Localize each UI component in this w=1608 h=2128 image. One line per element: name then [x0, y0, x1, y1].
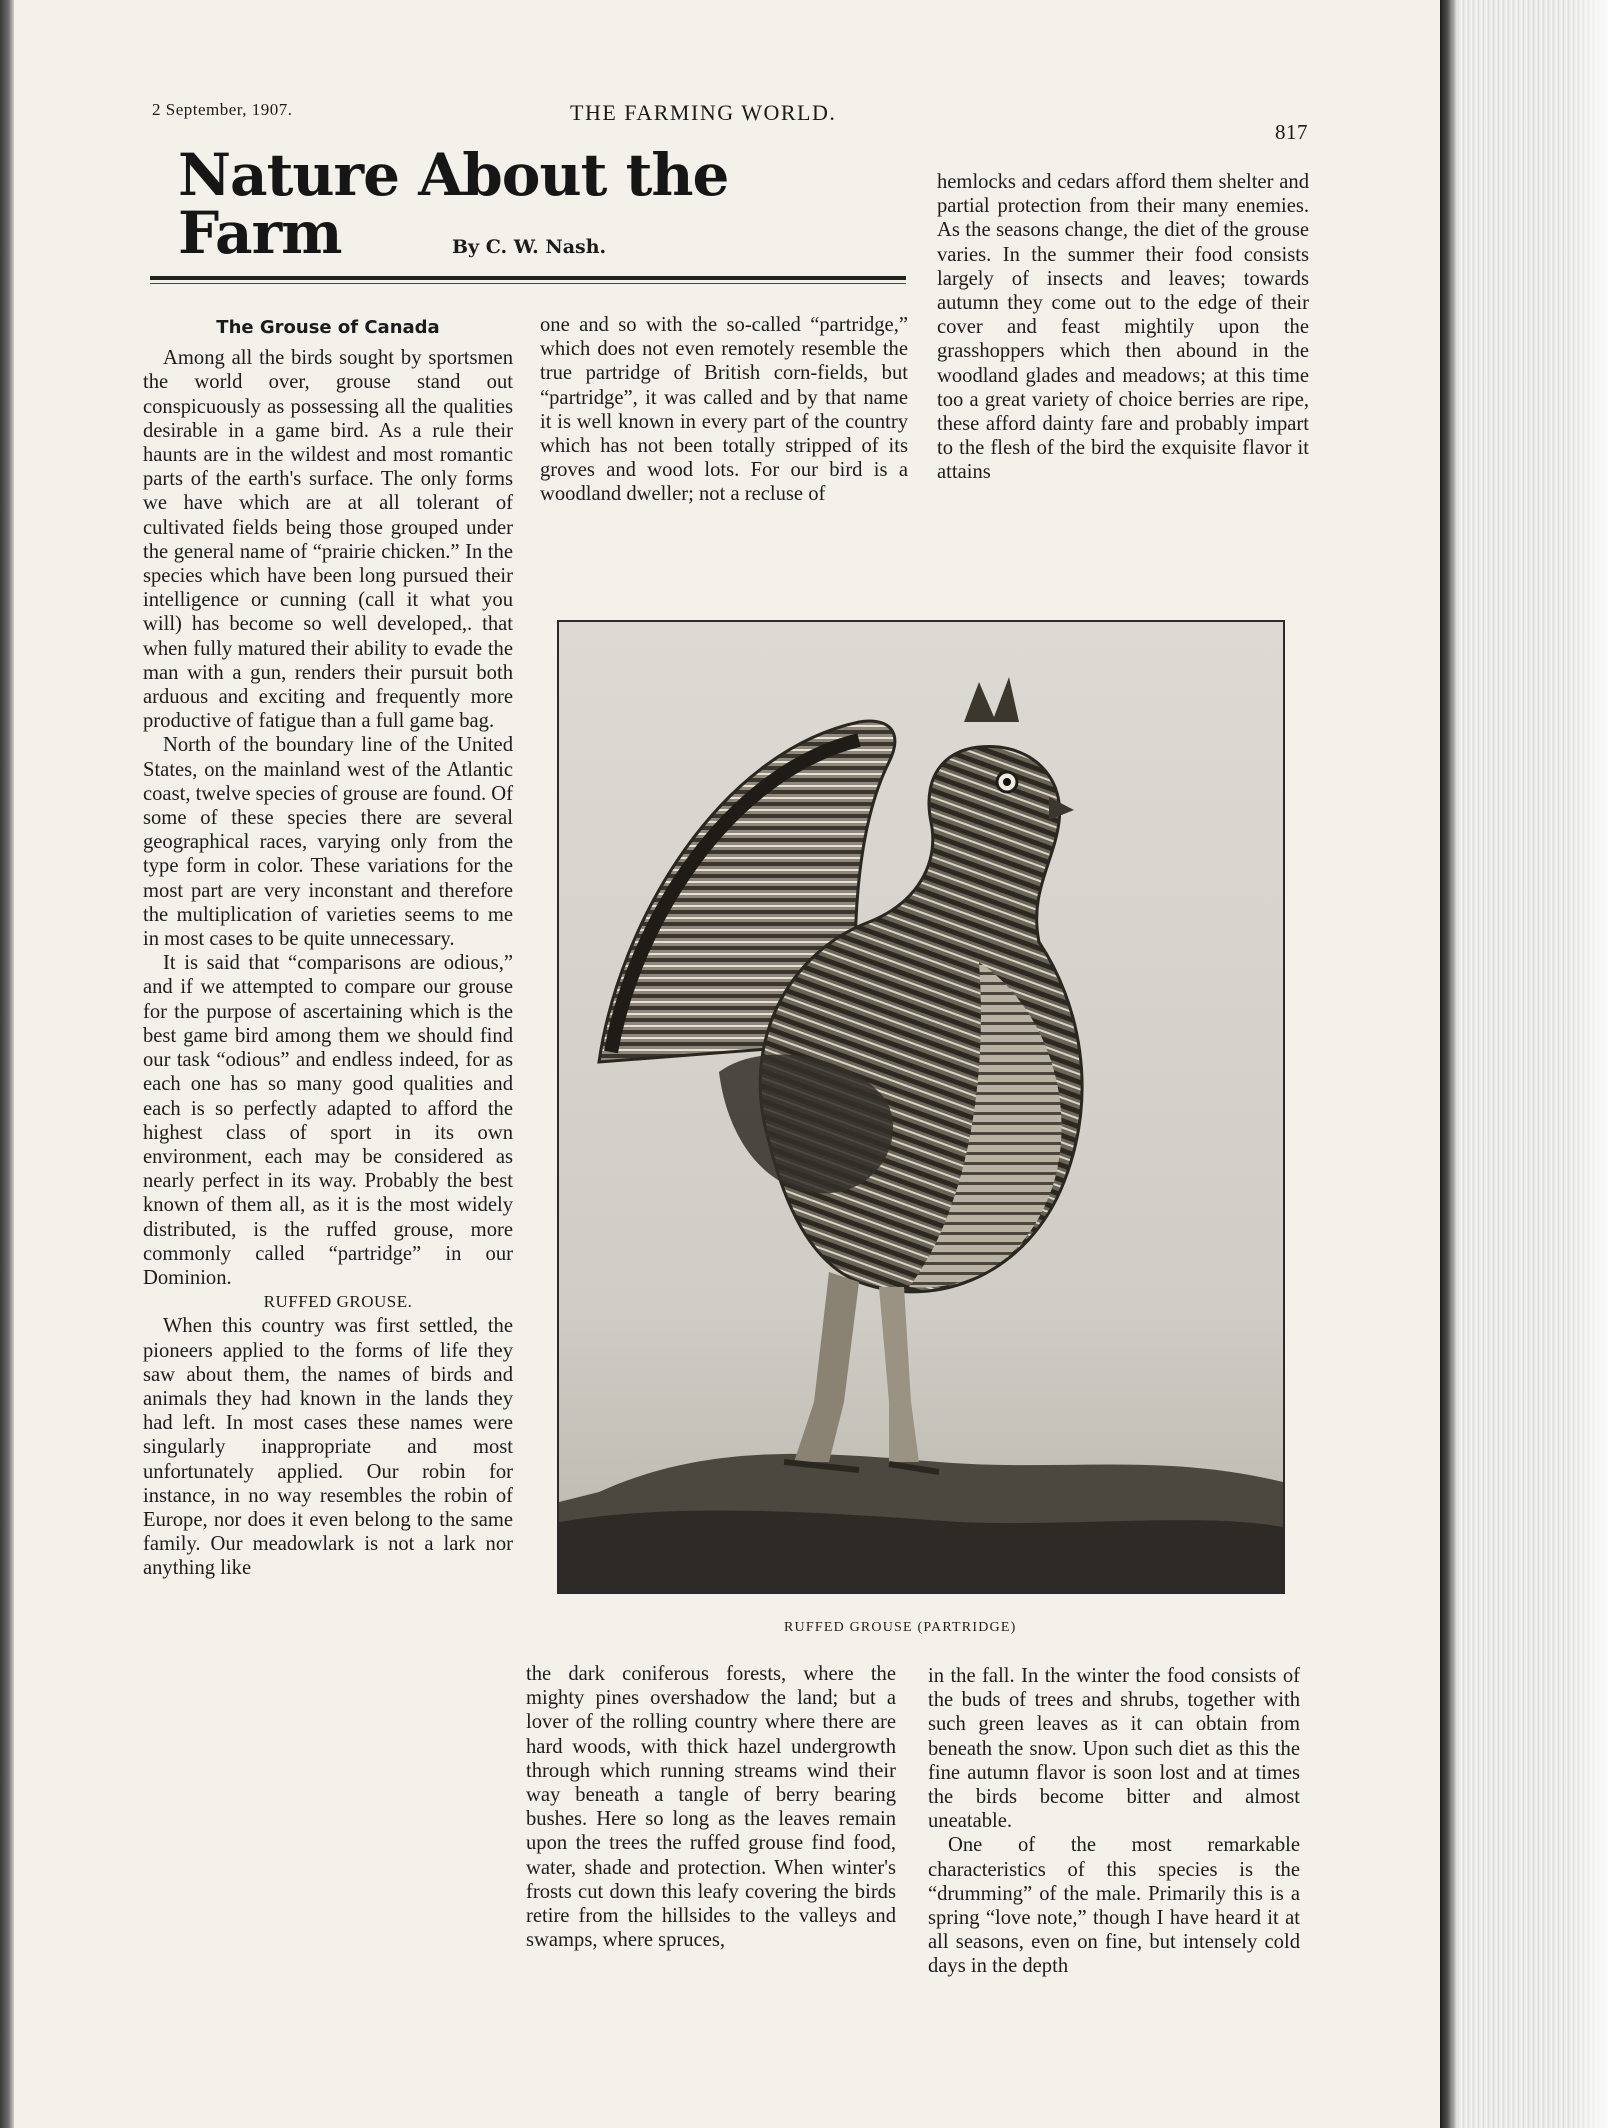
paragraph: North of the boundary line of the United States, on the mainland west of the Atlantic coast, twelve species of grouse are found. Of some of these species there are several geographical races, varying only from the type form in color. These variations for the most part are very inconstant and therefore the multiplication of varieties seems to me in most cases to be quite unnecessary. [143, 734, 513, 951]
page-number: 817 [1275, 120, 1308, 144]
paragraph: It is said that “comparisons are odious,” and if we attempted to compare our grouse for the purpose of ascertaining which is the best game bird among them we should find our task “odious” and endless indeed, for as each one has so many good qualities and each is so perfectly adapted to afford the highest class of sport in its own environment, each may be considered as nearly perfect in its way. Probably the best known of them all, as it is the most widely distributed, is the ruffed grouse, more commonly called “partridge” in our Dominion. [143, 952, 513, 1289]
column-2-top [540, 313, 908, 507]
ruffed-grouse-illustration [559, 622, 1283, 1592]
title-rule [150, 276, 906, 280]
column-3-bottom [928, 1664, 1300, 1979]
column-3-top [937, 170, 1309, 485]
book-binding-edge [0, 0, 14, 2128]
paragraph: hemlocks and cedars afford them shelter and partial protection from their many enemies. As the seasons change, the diet of the grouse varies. In the summer their food consists largely of insects and leaves; towards autumn they come out to the edge of their cover and feast mightily upon the grasshoppers which then abound in the woodland glades and meadows; at this time too a great variety of choice berries are ripe, these afford dainty fare and probably impart to the flesh of the bird the exquisite flavor it attains [937, 171, 1309, 484]
article-byline: By C. W. Nash. [452, 236, 607, 258]
article-subheading: The Grouse of Canada [216, 317, 440, 338]
paragraph: one and so with the so-called “partridge,” which does not even remotely resemble the true partridge of British corn-fields, but “partridge”, it was called and by that name it is well known in every part of the country which has not been totally stripped of its groves and wood lots. For our bird is a woodland dweller; not a recluse of [540, 314, 908, 506]
article-title: Nature About the Farm [178, 141, 729, 267]
paragraph: Among all the birds sought by sportsmen the world over, grouse stand out conspicuously as possessing all the qualities desirable in a game bird. As a rule their haunts are in the wildest and most romantic parts of the earth's surface. The only forms we have which are at all tolerant of cultivated fields being those grouped under the general name of “prairie chicken.” In the species which have been long pursued their intelligence or cunning (call it what you will) has become so well developed,. that when fully matured their ability to evade the man with a gun, renders their pursuit both arduous and exciting and frequently more productive of fatigue than a full game bag. [143, 347, 513, 733]
grouse-photograph [557, 620, 1285, 1594]
photo-caption: RUFFED GROUSE (PARTRIDGE) [784, 1620, 1017, 1635]
column-2-bottom [526, 1662, 896, 1952]
section-heading: RUFFED GROUSE. [263, 1292, 413, 1312]
issue-date: 2 September, 1907. [152, 100, 293, 119]
paragraph: One of the most remarkable characteristics of this species is the “drumming” of the male. Primarily this is a spring “love note,” though I have heard it at all seasons, even on fine, but intensely cold days in the depth [928, 1834, 1300, 1978]
publication-name: THE FARMING WORLD. [570, 100, 837, 125]
paragraph: the dark coniferous forests, where the mighty pines overshadow the land; but a lover of the rolling country where there are hard woods, with thick hazel undergrowth through which running streams wind their way beneath a tangle of berry bearing bushes. Here so long as the leaves remain upon the trees the ruffed grouse find food, water, shade and protection. When winter's frosts cut down this leafy covering the birds retire from the hillsides to the valleys and swamps, where spruces, [526, 1663, 896, 1952]
column-1 [143, 317, 513, 1581]
paragraph: When this country was first settled, the pioneers applied to the forms of life they saw about them, the names of birds and animals they had known in the lands they had left. In most cases these names were singularly inappropriate and most unfortunately applied. Our robin for instance, in no way resembles the robin of Europe, nor does it even belong to the same family. Our meadowlark is not a lark nor anything like [143, 1315, 513, 1580]
paragraph: in the fall. In the winter the food consists of the buds of trees and shrubs, together with such green leaves as it can obtain from beneath the snow. Upon such diet as this the fine autumn flavor is soon lost and at times the birds become bitter and almost uneatable. [928, 1665, 1300, 1833]
page-edges-stack [1440, 0, 1608, 2128]
title-rule-thin [150, 283, 906, 284]
